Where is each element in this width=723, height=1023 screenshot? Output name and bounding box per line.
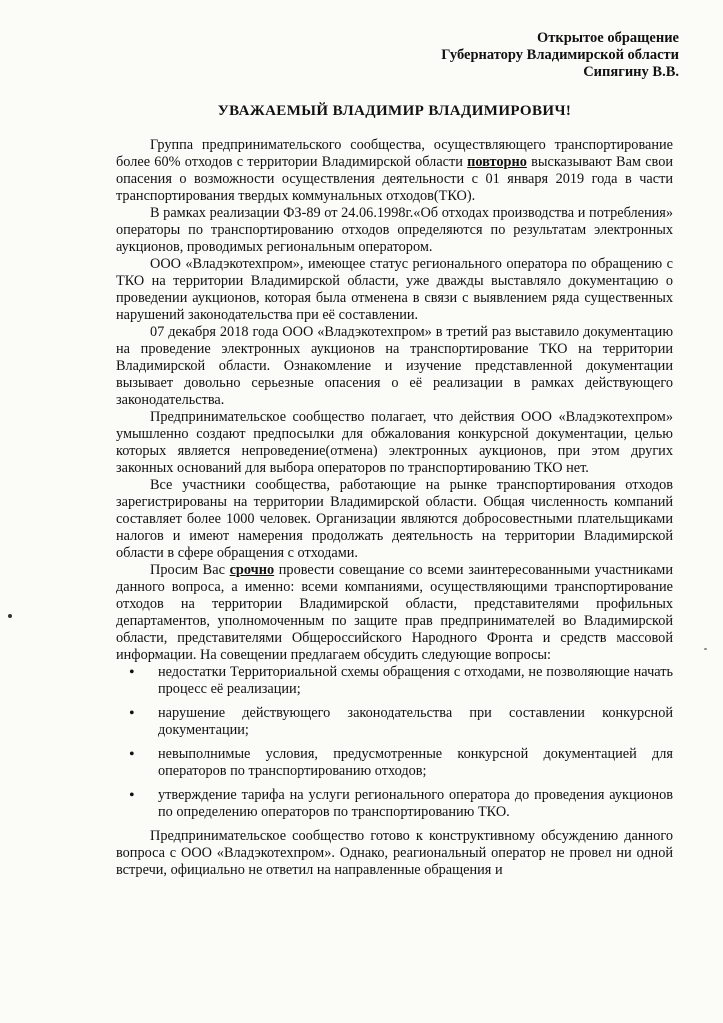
header-line-2: Губернатору Владимирской области xyxy=(441,47,679,63)
list-item: • нарушение действующего законодательства при составлении конкурсной документации; xyxy=(158,705,673,739)
header-line-1: Открытое обращение xyxy=(536,30,679,46)
list-item: • невыполнимые условия, предусмотренные конкурсной документацией для операторов по транспортированию отходов; xyxy=(158,746,673,780)
paragraph-5: Предпринимательское сообщество полагает, что действия ООО «Владэкотехпром» умышленно создают предпосылки для обжалования конкурсной документации, целью которых является непроведение(отмена) электронных аукционов, при этом других законных оснований для выбора операторов по транспортированию ТКО нет. xyxy=(116,409,673,476)
letter-header xyxy=(116,30,679,81)
scan-speck xyxy=(8,614,12,618)
paragraph-4: 07 декабря 2018 года ООО «Владэкотехпром» в третий раз выставило документацию на проведение электронных аукционов на транспортирование ТКО на территории Владимирской области. Ознакомление и изучение представленной документации вызывает довольно серьезные опасения о её реализации в рамках действующего законодательства. xyxy=(116,324,673,408)
list-item: • недостатки Территориальной схемы обращения с отходами, не позволяющие начать процесс её реализации; xyxy=(158,664,673,698)
salutation: УВАЖАЕМЫЙ ВЛАДИМИР ВЛАДИМИРОВИЧ! xyxy=(217,103,572,119)
paragraph-7: Просим Вас срочно провести совещание со всеми заинтересованными участниками данного вопроса, а именно: всеми компаниями, осуществляющими транспортирование отходов на территории Владимирской области, представителями профильных департаментов, уполномоченным по защите прав предпринимателей во Владимирской области, представителями Общероссийского Народного Фронта и средств массовой информации. На совещении предлагаем обсудить следующие вопросы: xyxy=(116,562,673,663)
paragraph-3: ООО «Владэкотехпром», имеющее статус регионального оператора по обращению с ТКО на территории Владимирской области, уже дважды выставляло документацию о проведении аукционов, которая была отменена в связи с выявлением ряда существенных нарушений законодательства при её составлении. xyxy=(116,256,673,323)
scan-speck xyxy=(704,648,707,650)
list-item: • утверждение тарифа на услуги регионального оператора до проведения аукционов по определению операторов по транспортированию ТКО. xyxy=(158,787,673,821)
paragraph-8: Предпринимательское сообщество готово к конструктивному обсуждению данного вопроса с ООО «Владэкотехпром». Однако, реагиональный оператор не провел ни одной встречи, официально не ответил на направленные обращения и xyxy=(116,828,673,878)
paragraph-6: Все участники сообщества, работающие на рынке транспортирования отходов зарегистрированы на территории Владимирской области. Общая численность компаний составляет более 1000 человек. Организации являются добросовестными плательщиками налогов и имеют намерения продолжать деятельность на территории Владимирской области в сфере обращения с отходами. xyxy=(116,477,673,561)
emphasis-repeatedly: повторно xyxy=(467,154,527,170)
letter-body xyxy=(116,137,673,879)
header-line-3: Сипягину В.В. xyxy=(583,64,679,80)
issues-list xyxy=(116,664,673,821)
paragraph-1: Группа предпринимательского сообщества, осуществляющего транспортирование более 60% отходов с территории Владимирской области повторно высказывают Вам свои опасения о возможности осуществления деятельности с 01 января 2019 года в части транспортирования твердых коммунальных отходов(ТКО). xyxy=(116,137,673,204)
paragraph-2: В рамках реализации ФЗ-89 от 24.06.1998г.«Об отходах производства и потребления» операторы по транспортированию отходов определяются по результатам электронных аукционов, проводимых региональным оператором. xyxy=(116,205,673,255)
emphasis-urgently: срочно xyxy=(229,562,275,578)
